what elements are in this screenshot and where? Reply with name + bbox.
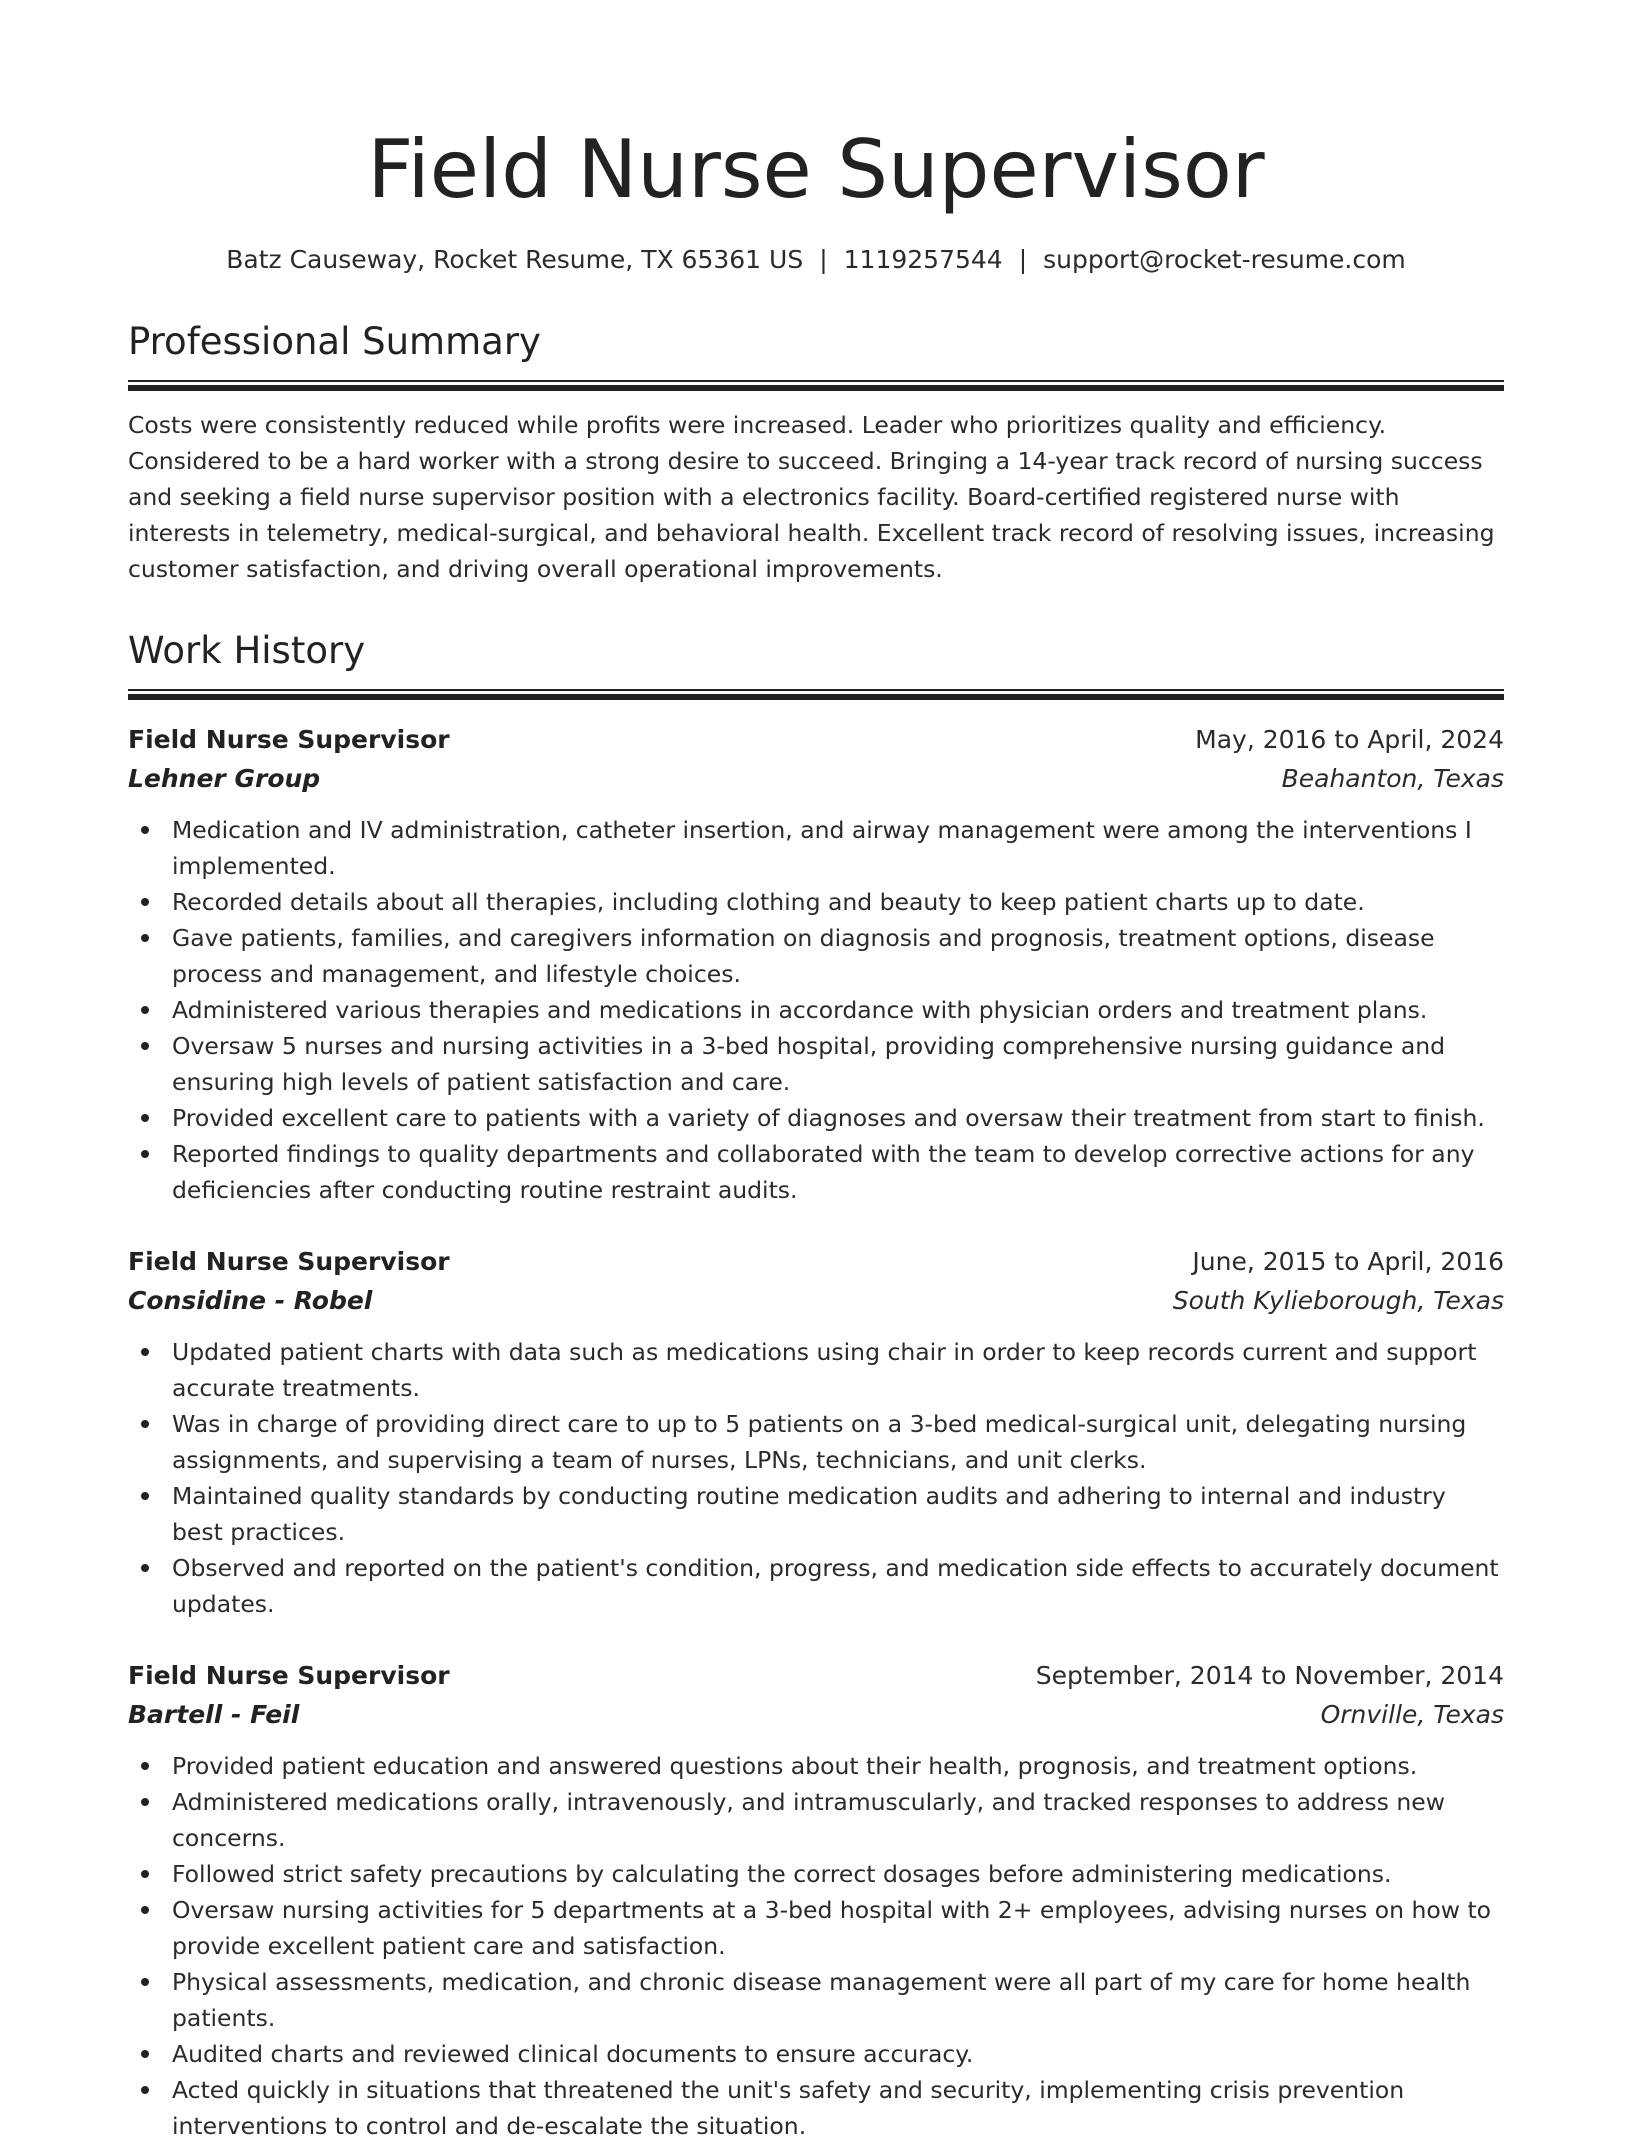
contact-phone: 1119257544	[843, 245, 1003, 274]
bullet-text: Administered various therapies and medications in accordance with physician orders and treatment plans.	[172, 996, 1428, 1024]
bullet-item	[172, 1856, 1504, 1892]
job-title: Field Nurse Supervisor	[128, 1661, 450, 1690]
bullet-item	[172, 1028, 1504, 1100]
bullet-icon	[141, 1114, 149, 1122]
bullet-text: Physical assessments, medication, and chronic disease management were all part of my care for home health patients.	[172, 1968, 1471, 2032]
job-company: Considine - Robel	[128, 1286, 373, 1315]
bullet-text: Oversaw 5 nurses and nursing activities in a 3-bed hospital, providing comprehensive nursing guidance and ensuring high levels of patient satisfaction and care.	[172, 1032, 1446, 1096]
bullet-icon	[141, 1150, 149, 1158]
job-location: South Kylieborough, Texas	[1172, 1286, 1504, 1315]
bullet-item	[172, 992, 1504, 1028]
job-header-row	[128, 1242, 1504, 1282]
section-divider	[128, 689, 1504, 700]
bullet-icon	[141, 1906, 149, 1914]
job-subheader-row	[128, 1696, 1504, 1734]
bullet-text: Updated patient charts with data such as medications using chair in order to keep records current and support accurate treatments.	[172, 1338, 1477, 1402]
job-location: Beahanton, Texas	[1281, 764, 1504, 793]
bullet-text: Audited charts and reviewed clinical documents to ensure accuracy.	[172, 2040, 974, 2068]
bullet-item	[172, 1406, 1504, 1478]
bullet-text: Was in charge of providing direct care to up to 5 patients on a 3-bed medical-surgical unit, delegating nursing assignments, and supervising a team of nurses, LPNs, technicians, and unit clerks.	[172, 1410, 1467, 1474]
bullet-text: Provided excellent care to patients with a variety of diagnoses and oversaw their treatment from start to finish.	[172, 1104, 1485, 1132]
bullet-item	[172, 1100, 1504, 1136]
resume-title: Field Nurse Supervisor	[367, 123, 1265, 216]
job-entry	[128, 720, 1504, 1208]
section-title-work-history: Work History	[128, 629, 366, 672]
bullet-text: Oversaw nursing activities for 5 departments at a 3-bed hospital with 2+ employees, advising nurses on how to provide excellent patient care and satisfaction.	[172, 1896, 1492, 1960]
job-title: Field Nurse Supervisor	[128, 725, 450, 754]
bullet-item	[172, 2036, 1504, 2072]
bullet-icon	[141, 1420, 149, 1428]
job-bullets	[128, 1334, 1504, 1622]
job-subheader-row	[128, 1282, 1504, 1320]
bullet-text: Reported findings to quality departments and collaborated with the team to develop corrective actions for any deficiencies after conducting routine restraint audits.	[172, 1140, 1475, 1204]
job-bullets	[128, 812, 1504, 1208]
job-company: Bartell - Feil	[128, 1700, 300, 1729]
bullet-text: Medication and IV administration, catheter insertion, and airway management were among the interventions I implemented.	[172, 816, 1472, 880]
job-location: Ornville, Texas	[1320, 1700, 1504, 1729]
bullet-icon	[141, 1348, 149, 1356]
bullet-icon	[141, 826, 149, 834]
bullet-icon	[141, 1762, 149, 1770]
bullet-item	[172, 1136, 1504, 1208]
bullet-item	[172, 1892, 1504, 1964]
job-dates: May, 2016 to April, 2024	[1195, 725, 1504, 754]
job-dates: June, 2015 to April, 2016	[1192, 1247, 1504, 1276]
bullet-text: Recorded details about all therapies, including clothing and beauty to keep patient charts up to date.	[172, 888, 1365, 916]
contact-email: support@rocket-resume.com	[1043, 245, 1406, 274]
section-title-summary: Professional Summary	[128, 320, 541, 363]
bullet-item	[172, 1964, 1504, 2036]
section-divider	[128, 380, 1504, 391]
section-header	[128, 318, 1504, 391]
bullet-icon	[141, 934, 149, 942]
summary-text: Costs were consistently reduced while profits were increased. Leader who prioritizes quality and efficiency. Considered to be a hard worker with a strong desire to succeed. Bringing a 14-year track record of nursing success and seeking a field nurse supervisor position with a electronics facility. Board-certified registered nurse with interests in telemetry, medical-surgical, and behavioral health. Excellent track record of resolving issues, increasing customer satisfaction, and driving overall operational improvements.	[128, 411, 1495, 583]
bullet-icon	[141, 1798, 149, 1806]
bullet-item	[172, 812, 1504, 884]
bullet-icon	[141, 2050, 149, 2058]
bullet-icon	[141, 1978, 149, 1986]
section-header	[128, 627, 1504, 700]
bullet-text: Provided patient education and answered questions about their health, prognosis, and treatment options.	[172, 1752, 1418, 1780]
job-company: Lehner Group	[128, 764, 321, 793]
job-title: Field Nurse Supervisor	[128, 1247, 450, 1276]
contact-line	[128, 242, 1504, 278]
bullet-text: Gave patients, families, and caregivers information on diagnosis and prognosis, treatment options, disease process and management, and lifestyle choices.	[172, 924, 1435, 988]
bullet-icon	[141, 1042, 149, 1050]
bullet-item	[172, 1748, 1504, 1784]
job-header-row	[128, 720, 1504, 760]
bullet-text: Maintained quality standards by conducting routine medication audits and adhering to internal and industry best practices.	[172, 1482, 1446, 1546]
bullet-item	[172, 1478, 1504, 1550]
bullet-text: Followed strict safety precautions by calculating the correct dosages before administering medications.	[172, 1860, 1392, 1888]
job-entry	[128, 1656, 1504, 2144]
bullet-item	[172, 1334, 1504, 1406]
bullet-item	[172, 920, 1504, 992]
job-subheader-row	[128, 760, 1504, 798]
bullet-icon	[141, 1492, 149, 1500]
work-history-section	[128, 627, 1504, 2144]
bullet-icon	[141, 2086, 149, 2094]
professional-summary-section	[128, 318, 1504, 587]
job-entry	[128, 1242, 1504, 1622]
resume-page	[128, 0, 1504, 2144]
bullet-item	[172, 884, 1504, 920]
bullet-icon	[141, 1006, 149, 1014]
contact-separator: |	[819, 245, 828, 274]
bullet-icon	[141, 898, 149, 906]
bullet-text: Administered medications orally, intravenously, and intramuscularly, and tracked responses to address new concerns.	[172, 1788, 1445, 1852]
bullet-icon	[141, 1564, 149, 1572]
bullet-text: Observed and reported on the patient's condition, progress, and medication side effects to accurately document updates.	[172, 1554, 1499, 1618]
bullet-text: Acted quickly in situations that threatened the unit's safety and security, implementing crisis prevention interventions to control and de-escalate the situation.	[172, 2076, 1405, 2140]
job-dates: September, 2014 to November, 2014	[1035, 1661, 1504, 1690]
bullet-icon	[141, 1870, 149, 1878]
bullet-item	[172, 1784, 1504, 1856]
contact-separator: |	[1018, 245, 1028, 274]
job-header-row	[128, 1656, 1504, 1696]
contact-address: Batz Causeway, Rocket Resume, TX 65361 US	[226, 245, 804, 274]
bullet-item	[172, 2072, 1504, 2144]
bullet-item	[172, 1550, 1504, 1622]
job-bullets	[128, 1748, 1504, 2144]
